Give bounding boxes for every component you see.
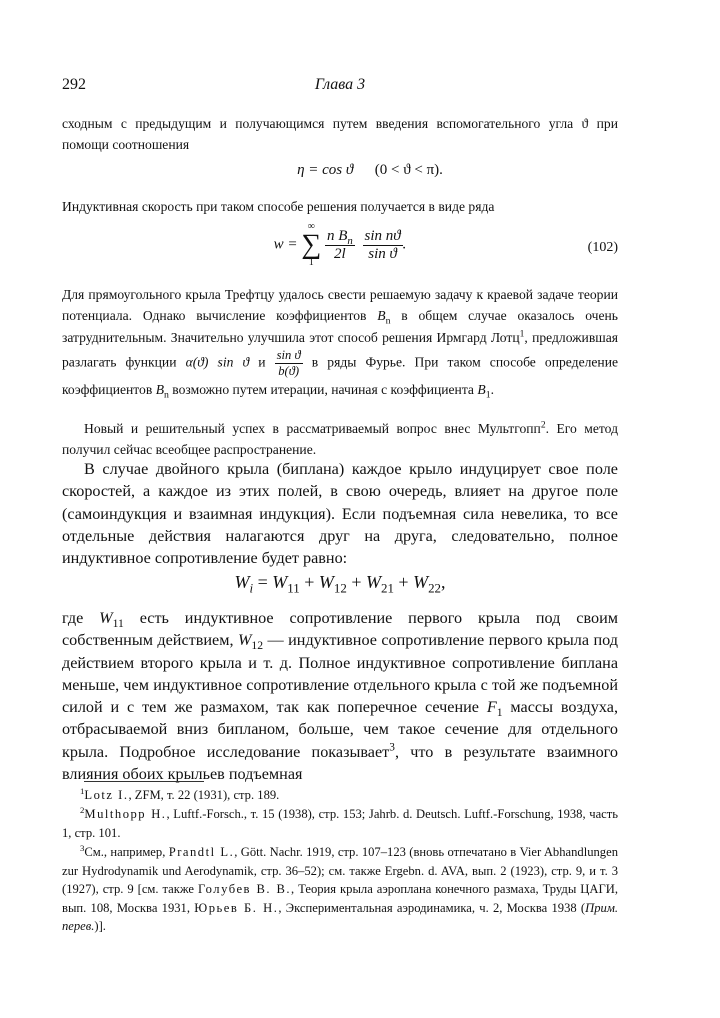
footnote-ref-3[interactable]: 3 <box>389 741 395 754</box>
eq3-end: , <box>441 572 446 592</box>
footnote-1-mark: 1 <box>80 785 85 796</box>
eq3-sub-22: 22 <box>428 580 442 596</box>
footnote-2-text: , Luftf.-Forsch., т. 15 (1938), стр. 153; Jahrb. d. Deutsch. Luftf.-Forschung, 1938, часть 1, стр. 101. <box>62 807 618 840</box>
var-B-2-sub: n <box>164 389 169 401</box>
footnote-1-author: Lotz I. <box>84 788 129 802</box>
footnote-2-mark: 2 <box>80 804 85 815</box>
para3-text-6: возможно путем итерации, начиная с коэффициента <box>168 382 478 398</box>
footnote-2 <box>62 805 618 842</box>
var-W12-sub: 12 <box>251 639 264 653</box>
para6-text-1: где <box>62 609 100 627</box>
footnote-3-text-2: , Gött. Nachr. 1919, стр. 107–123 (вновь отпечатано в Vier Abhandlungen zur Hydrodynamik und Aerodynamik, стр. 36–52); см. также Ergebn. d. AVA, вып. 2 (1923), стр. 9, и т. 3 (1927), стр. 9 [см. также <box>62 845 618 897</box>
para3-text-3: , предложившая разлагать функции <box>62 329 618 370</box>
fraction-sin-b-den: b(ϑ) <box>278 364 300 379</box>
para6-text-4: массы воздуха, отбрасываемой вниз бипланом, больше, чем такое сечение для отдельного крыла. Подробное исследование показывает <box>62 698 618 761</box>
chapter-title: Глава 3 <box>314 76 366 93</box>
footnote-1 <box>62 786 618 805</box>
para3-text-5: в ряды Фурье. При таком способе определение коэффициентов <box>62 354 618 398</box>
footnote-3-translator-note: Прим. перев. <box>62 900 618 934</box>
var-B1: B <box>477 382 486 398</box>
paragraph-multhopp <box>62 418 618 461</box>
fraction-sin-b-num: sin ϑ <box>276 348 301 363</box>
var-W12: W <box>237 631 252 650</box>
footnote-3 <box>62 843 618 936</box>
para6-text-2: есть индуктивное сопротивление первого крыла под своим собственным действием, <box>62 609 618 650</box>
equation-wi <box>62 572 618 596</box>
footnote-ref-2[interactable]: 2 <box>540 420 546 431</box>
var-F1-sub: 1 <box>496 706 503 720</box>
para4-text-1: Новый и решительный успех в рассматриваемый вопрос внес Мультгопп <box>84 421 541 436</box>
paragraph-inductive-speed: Индуктивная скорость при таком способе решения получается в виде ряда <box>62 199 495 214</box>
equation-102-end: . <box>402 236 407 253</box>
eq3-plus-3: + <box>393 572 414 592</box>
eq3-sub-i: i <box>249 580 254 596</box>
footnote-3-text-3: , Теория крыла аэроплана конечного размаха, Труды ЦАГИ, вып. 108, Москва 1931, <box>62 882 618 915</box>
eq3-W-11: W <box>272 572 288 592</box>
eq3-W-21: W <box>365 572 381 592</box>
equation-eta-left: η = cos ϑ <box>297 162 354 178</box>
var-F1: F <box>486 698 497 717</box>
frac1-numerator-sub: n <box>347 234 353 247</box>
eq3-W-22: W <box>413 572 429 592</box>
para4-text-2: . Его метод получил сейчас всеобщее распространение. <box>62 421 618 458</box>
sum-lower-limit: 1 <box>308 257 314 268</box>
sum-symbol: ∑ <box>301 229 322 260</box>
equation-102 <box>62 222 618 278</box>
para3-text-1: Для прямоугольного крыла Трефтцу удалось свести решаемую задачу к краевой задаче теории потенциала. Однако вычисление коэффициентов <box>62 287 618 324</box>
frac2-numerator: sin nϑ <box>364 227 401 244</box>
page-number: 292 <box>62 76 86 93</box>
eq3-sub-21: 21 <box>380 580 394 596</box>
footnote-2-author: Multhopp H. <box>84 807 167 821</box>
eq3-plus-1: + <box>299 572 319 592</box>
equation-eta-condition: (0 < ϑ < π). <box>374 162 443 178</box>
var-B: B <box>377 308 386 324</box>
frac2-denominator: sin ϑ <box>368 245 397 262</box>
summation <box>301 222 321 268</box>
footnote-3-text-1: См., например, <box>84 845 169 859</box>
var-W11: W <box>99 609 113 627</box>
eq3-plus-2: + <box>346 572 366 592</box>
para3-text-7: . <box>490 382 494 398</box>
footnote-3-author-prandtl: Prandtl L. <box>168 845 235 859</box>
para3-text-4: и <box>249 354 275 370</box>
book-page <box>62 0 618 1018</box>
var-B1-sub: 1 <box>485 389 491 401</box>
footnote-ref-1[interactable]: 1 <box>519 329 525 340</box>
frac1-numerator: n B <box>326 227 348 244</box>
paragraph-trefftz <box>62 284 618 401</box>
footnote-3-text-5: )]. <box>94 919 106 934</box>
footnote-3-text-4: , Экспериментальная аэродинамика, ч. 2, Москва 1938 ( <box>278 900 586 915</box>
eq3-W-12: W <box>318 572 334 592</box>
paragraph-intro: сходным с предыдущим и получающимся путем введения вспомогательного угла ϑ при помощи соотношения <box>62 116 618 153</box>
eq3-W-i: W <box>234 572 250 592</box>
equation-eta <box>62 162 648 179</box>
footnote-3-author-yuriev: Юрьев Б. Н. <box>194 900 279 915</box>
para6-text-5: , что в результате взаимного влияния обоих крыльев подъемная <box>62 742 618 784</box>
footnote-divider <box>84 781 204 782</box>
paragraph-where <box>62 607 618 785</box>
footnote-3-author-golubev: Голубев В. В. <box>197 882 292 897</box>
page-header <box>62 76 618 98</box>
var-W11-sub: 11 <box>112 617 124 631</box>
fraction-nbn-2l <box>325 228 355 263</box>
sum-upper-limit: ∞ <box>307 221 315 232</box>
fraction-sin <box>363 228 403 263</box>
eq3-equals: = <box>253 572 273 592</box>
var-B-2: B <box>155 382 164 398</box>
eq3-sub-12: 12 <box>333 580 347 596</box>
para6-text-3: — индуктивное сопротивление первого крыла под действием второго крыла и т. д. Полное индуктивное сопротивление биплана меньше, чем индуктивное сопротивление отдельного крыла с той же подъемной силой и с тем же размахом, так как поперечное сечение <box>62 631 619 717</box>
equation-102-lhs: w = <box>273 236 298 253</box>
equation-number: (102) <box>587 240 618 255</box>
function-alpha: α(ϑ) sin ϑ <box>185 354 250 370</box>
paragraph-biplane: В случае двойного крыла (биплана) каждое крыло индуцирует свое поле скоростей, а каждое из этих полей, в свою очередь, влияет на другое поле (самоиндукция и взаимная индукция). Если подъемная сила невелика, то все отдельные действия налагаются друг на друга, следовательно, полное индуктивное сопротивление будет равно: <box>62 460 618 568</box>
var-B-sub: n <box>385 316 391 328</box>
footnote-3-mark: 3 <box>80 842 85 853</box>
fraction-sin-b <box>275 348 303 379</box>
para3-text-2: в общем случае оказалось очень затруднительным. Значительно улучшила этот способ решения Ирмгард Лотц <box>62 308 618 345</box>
frac1-denominator: 2l <box>334 245 346 262</box>
eq3-sub-11: 11 <box>287 580 300 596</box>
footnote-1-text: , ZFM, т. 22 (1931), стр. 189. <box>128 788 280 802</box>
